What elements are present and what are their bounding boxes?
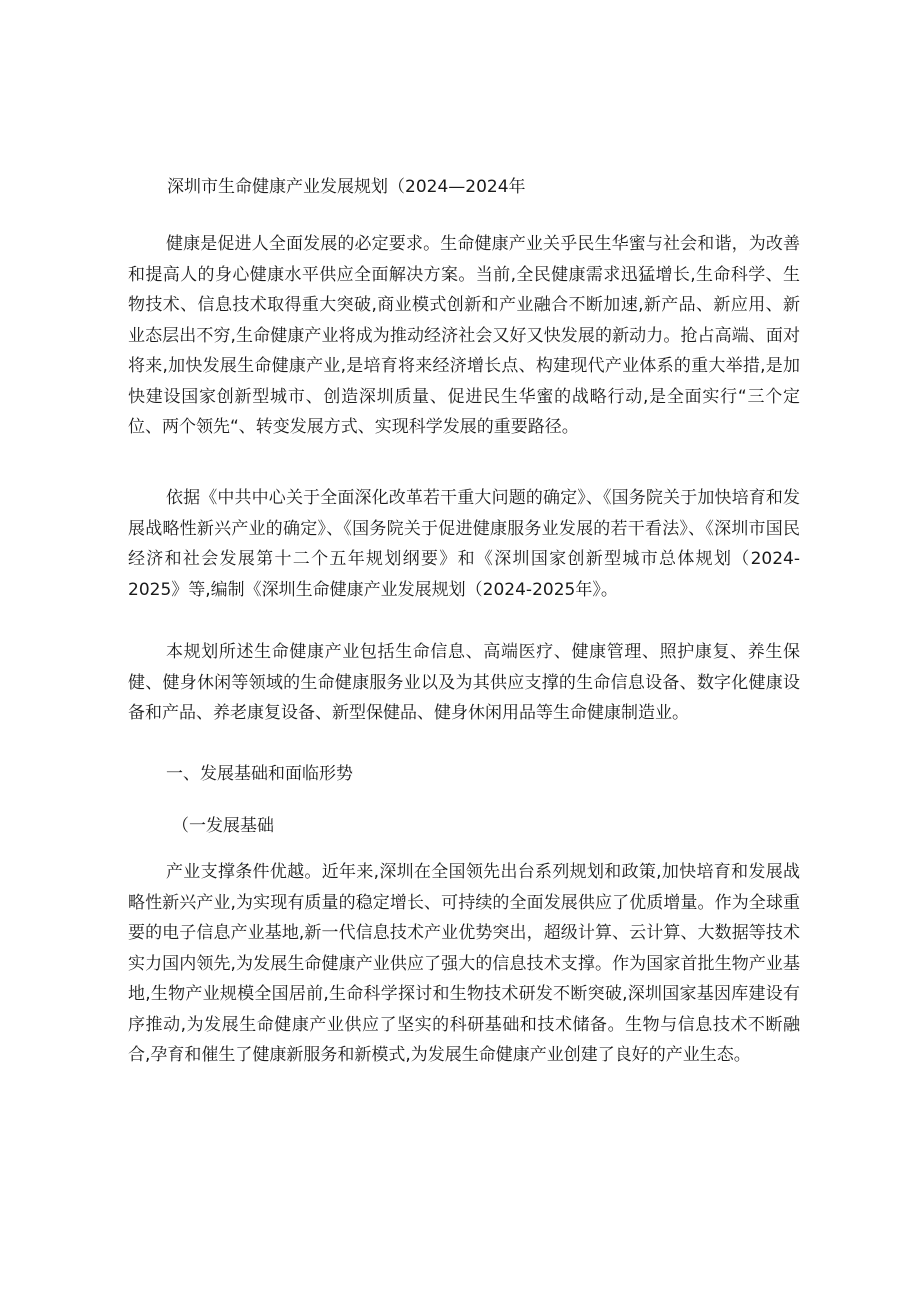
scope-paragraph: 本规划所述生命健康产业包括生命信息、高端医疗、健康管理、照护康复、养生保健、健身休闲等领域的生命健康服务业以及为其供应支撑的生命信息设备、数字化健康设备和产品、养老康复设备、新型保健品、健身休闲用品等生命健康制造业。	[128, 642, 800, 723]
body-paragraph: 产业支撑条件优越。近年来,深圳在全国领先出台系列规划和政策,加快培育和发展战略性新兴产业,为实现有质量的稳定增长、可持续的全面发展供应了优质增量。作为全球重要的电子信息产业基地,新一代信息技术产业优势突出，超级计算、云计算、大数据等技术实力国内领先,为发展生命健康产业供应了强大的信息技术支撑。作为国家首批生物产业基地,生物产业规模全国居前,生命科学探讨和生物技术研发不断突破,深圳国家基因库建设有序推动,为发展生命健康产业供应了坚实的科研基础和技术储备。生物与信息技术不断融合,孕育和催生了健康新服务和新模式,为发展生命健康产业创建了良好的产业生态。	[128, 862, 800, 1065]
intro-paragraph: 健康是促进人全面发展的必定要求。生命健康产业关乎民生华蜜与社会和谐，为改善和提高人的身心健康水平供应全面解决方案。当前,全民健康需求迅猛增长,生命科学、生物技术、信息技术取得重大突破,商业模式创新和产业融合不断加速,新产品、新应用、新业态层出不穷,生命健康产业将成为推动经济社会又好又快发展的新动力。抢占高端、面对将来,加快发展生命健康产业,是培育将来经济增长点、构建现代产业体系的重大举措,是加快建设国家创新型城市、创造深圳质量、促进民生华蜜的战略行动,是全面实行“三个定位、两个领先“、转变发展方式、实现科学发展的重要路径。	[128, 234, 800, 437]
basis-paragraph: 依据《中共中心关于全面深化改革若干重大问题的确定》、《国务院关于加快培育和发展战略性新兴产业的确定》、《国务院关于促进健康服务业发展的若干看法》、《深圳市国民经济和社会发展第十二个五年规划纲要》和《深圳国家创新型城市总体规划（2024-2025》等,编制《深圳生命健康产业发展规划（2024-2025年》。	[128, 488, 800, 600]
document-title: 深圳市生命健康产业发展规划（2024—2024年	[167, 177, 526, 197]
subsection-heading: （一发展基础	[172, 816, 274, 836]
section-heading: 一、发展基础和面临形势	[166, 764, 353, 784]
